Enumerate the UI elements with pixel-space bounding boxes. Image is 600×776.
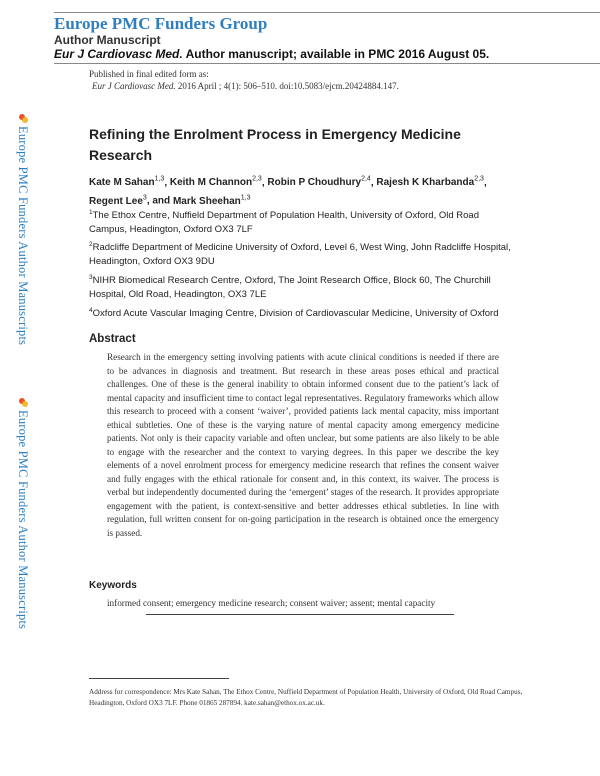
sidebar-label-top: Europe PMC Funders Author Manuscripts [16,126,30,346]
published-note [89,68,399,92]
published-label: Published in final edited form as: [89,69,209,79]
author[interactable]: Robin P Choudhury$^{2,4}$ [267,176,371,189]
pmc-logo-icon [19,114,28,123]
affiliation: $^2$Radcliffe Department of Medicine University of Oxford, Level 6, West Wing, John Radcliffe Hospital, Headington, Oxford OX3 9DU [89,241,511,268]
abstract-body: Research in the emergency setting involving patients with acute clinical conditions is needed if there are to be advances in diagnosis and treatment. But research in these areas poses ethical and practical challenges. One of these is the general inability to obtain informed consent due to the patient’s lack of mental capacity and insufficient time to contact legal representatives. Regulatory frameworks which allow this research to proceed with a consent ‘waiver’, provided patients lack mental capacity, miss important ethical subtleties. One of these is the varying nature of mental capacity among emergency medicine patients. Not only is their capacity variable and often unclear, but some patients are also likely to be able to engage with the researcher and the context to varying degrees. In this paper we describe the key elements of a novel enrolment process for emergency medicine research that refines the consent waiver and fully engages with the ethical rationale for consent and, in this context, its waiver. The process is verbal but independently documented during the ‘emergent’ stages of the research. It provides appropriate engagement with the patient, is context-sensitive and better addresses ethical subtleties. In line with regulation, full written consent for on-going participation in the research is obtained once the emergency is passed. [107,352,499,538]
journal-name[interactable]: Eur J Cardiovasc Med. [54,47,183,61]
sidebar-label-bottom: Europe PMC Funders Author Manuscripts [16,410,30,630]
author-manuscript-label: Author Manuscript [54,33,161,47]
keywords-heading: Keywords [89,580,137,591]
header-rule-bottom [54,63,600,64]
keywords-divider [146,614,454,615]
footnote-divider [89,678,229,679]
author[interactable]: Kate M Sahan$^{1,3}$ [89,176,165,189]
published-doi[interactable]: 2016 April ; 4(1): 506–510. doi:10.5083/ejcm.20424884.147. [175,81,399,91]
article-title: Refining the Enrolment Process in Emergency Medicine Research [89,126,461,163]
correspondence-note: Address for correspondence: Mrs Kate Sahan, The Ethox Centre, Nuffield Department of Population Health, University of Oxford, Old Road Campus, Headington, Oxford OX3 7LF. Phone 01865 287894. kate.sahan@ethox.ox.ac.uk. [89,688,523,707]
journal-citation [54,47,489,61]
affiliation: $^4$Oxford Acute Vascular Imaging Centre, Division of Cardiovascular Medicine, University of Oxford [89,307,499,320]
funders-group-title: Europe PMC Funders Group [54,14,268,33]
pmc-logo-icon [19,398,28,407]
abstract-heading: Abstract [89,333,136,345]
published-details [89,80,399,92]
author-list: Kate M Sahan$^{1,3}$, Keith M Channon$^{2,3}$, Robin P Choudhury$^{2,4}$, Rajesh K Kharbanda$^{2,3}$, Regent Lee$^3$, and Mark Sheehan$^{1,3}$ [89,176,487,207]
header-rule-top [54,12,600,13]
citation-availability: Author manuscript; available in PMC 2016 August 05. [182,47,490,61]
affiliation: $^3$NIHR Biomedical Research Centre, Oxford, The Joint Research Office, Block 60, The Churchill Hospital, Old Road, Headington, OX3 7LE [89,274,491,301]
author[interactable]: Mark Sheehan$^{1,3}$ [172,194,251,207]
keywords-list: informed consent; emergency medicine research; consent waiver; assent; mental capacity [107,598,436,608]
author[interactable]: Regent Lee$^3$ [89,194,147,207]
author[interactable]: Rajesh K Kharbanda$^{2,3}$ [376,176,484,189]
author[interactable]: Keith M Channon$^{2,3}$ [169,176,262,189]
affiliation: $^1$The Ethox Centre, Nuffield Department of Population Health, University of Oxford, Old Road Campus, Headington, Oxford OX3 7LF [89,209,479,236]
published-journal: Eur J Cardiovasc Med. [92,81,176,91]
